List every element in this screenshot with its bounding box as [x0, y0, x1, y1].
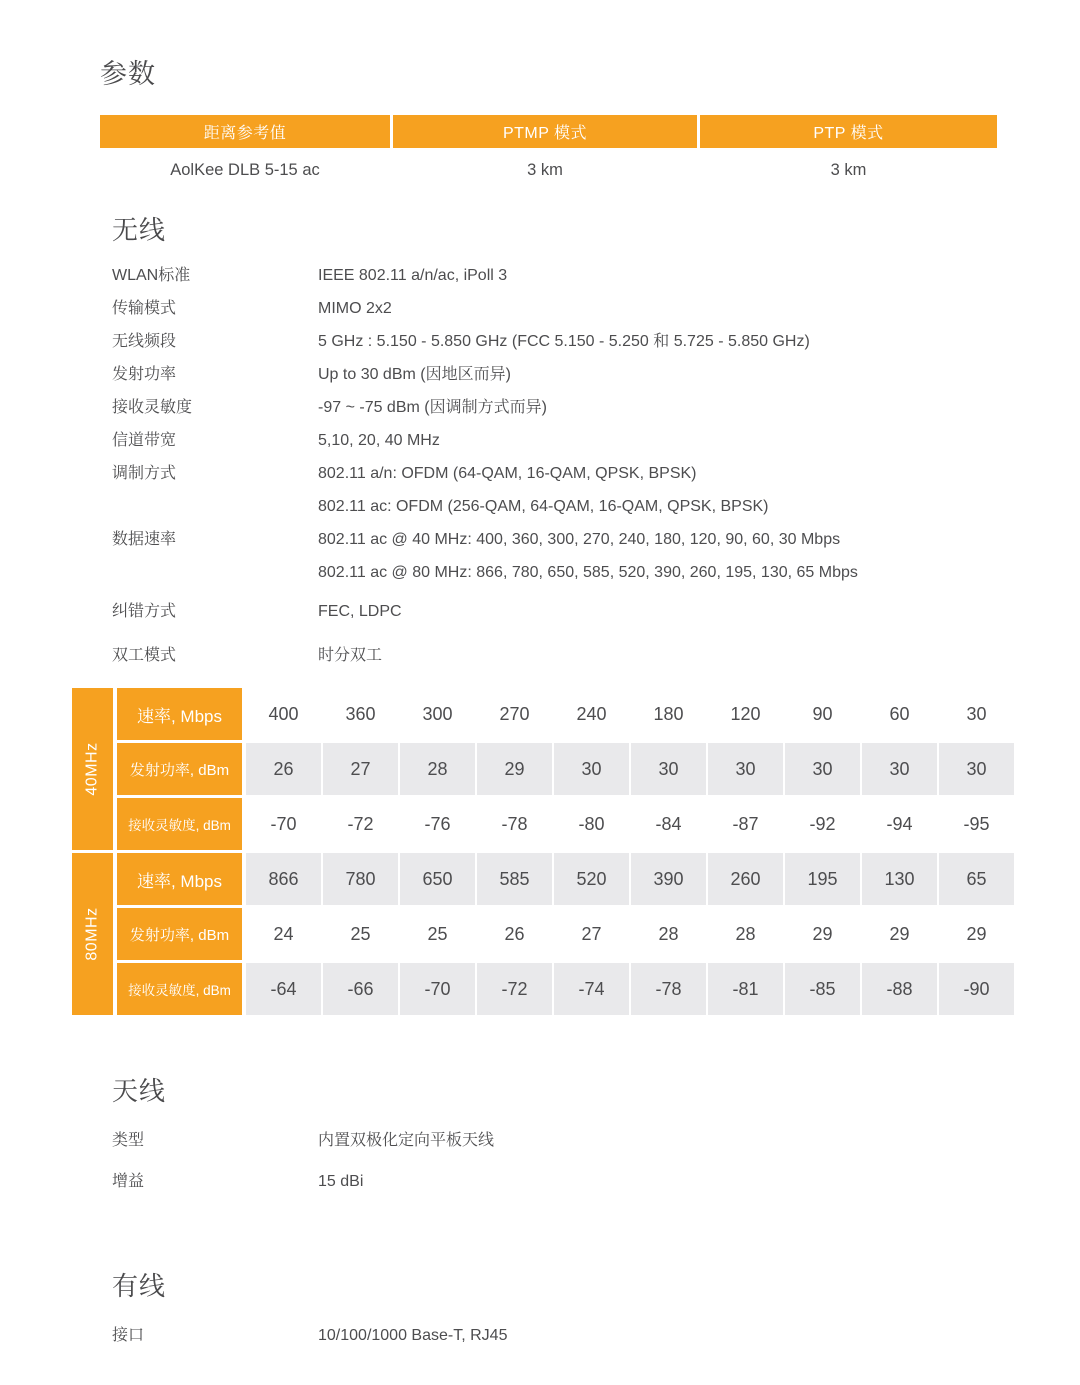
spec-label: 无线频段	[112, 333, 177, 350]
rate-cell: -78	[631, 963, 706, 1015]
band-label: 80MHz	[83, 907, 101, 961]
rate-cell: 25	[427, 923, 448, 944]
spec-value: 时分双工	[318, 647, 383, 664]
distance-header-ptmp: PTMP 模式	[393, 115, 697, 148]
rate-cell: -81	[708, 963, 783, 1015]
distance-header-ptp: PTP 模式	[700, 115, 997, 148]
spec-label: 纠错方式	[112, 603, 177, 620]
rate-cell: 30	[966, 703, 987, 724]
wired-spec-rows	[112, 1315, 1012, 1356]
spec-row	[112, 424, 1012, 457]
rate-row	[117, 853, 1014, 905]
rate-cell: 65	[939, 853, 1014, 905]
spec-value: Up to 30 dBm (因地区而异)	[318, 366, 511, 383]
rate-cell: 29	[966, 923, 987, 944]
rate-rows	[117, 853, 1014, 1015]
spec-values	[318, 523, 1012, 589]
rate-cell: 780	[323, 853, 398, 905]
spec-values	[318, 457, 1012, 523]
spec-row	[112, 639, 1012, 672]
rate-data	[246, 743, 1014, 795]
rate-group-80MHz	[72, 853, 1014, 1015]
rate-cell: 866	[246, 853, 321, 905]
rate-row	[117, 798, 1014, 850]
ptmp-distance-cell: 3 km	[527, 160, 563, 179]
rate-row	[117, 743, 1014, 795]
spec-value: -97 ~ -75 dBm (因调制方式而异)	[318, 399, 547, 416]
rate-cell: 260	[708, 853, 783, 905]
rate-cell: -66	[323, 963, 398, 1015]
rate-data	[246, 798, 1014, 850]
rate-power-sensitivity-table	[72, 688, 1014, 1015]
rate-cell: -88	[862, 963, 937, 1015]
distance-table-header-row	[100, 115, 997, 148]
rate-cell: 27	[323, 743, 398, 795]
rate-cell: -92	[809, 813, 836, 834]
spec-value: 802.11 ac @ 40 MHz: 400, 360, 300, 270, 240, 180, 120, 90, 60, 30 Mbps	[318, 531, 841, 548]
rate-cell: 30	[708, 743, 783, 795]
spec-values	[318, 325, 1012, 358]
spec-value: 内置双极化定向平板天线	[318, 1132, 495, 1149]
rate-rows	[117, 688, 1014, 850]
spec-values	[318, 424, 1012, 457]
spec-row	[112, 325, 1012, 358]
rate-row-label: 发射功率, dBm	[117, 908, 242, 960]
spec-value: 802.11 a/n: OFDM (64-QAM, 16-QAM, QPSK, BPSK)	[318, 465, 697, 482]
rate-data	[246, 688, 1014, 740]
rate-cell: 28	[735, 923, 756, 944]
spec-label: 发射功率	[112, 366, 177, 383]
rate-cell: 130	[862, 853, 937, 905]
spec-values	[318, 595, 1012, 628]
distance-table-data-row	[100, 148, 997, 192]
rate-cell: 29	[477, 743, 552, 795]
antenna-section	[100, 1071, 1012, 1202]
spec-row	[112, 523, 1012, 589]
spec-label: 类型	[112, 1132, 145, 1149]
product-name-cell: AolKee DLB 5-15 ac	[170, 160, 320, 179]
rate-row-label: 速率, Mbps	[117, 688, 242, 740]
rate-cell: 650	[400, 853, 475, 905]
wired-section-title: 有线	[112, 1271, 167, 1301]
spec-values	[318, 1161, 1012, 1202]
rate-cell: 400	[268, 703, 299, 724]
spec-label: 双工模式	[112, 647, 177, 664]
spec-value: 802.11 ac: OFDM (256-QAM, 64-QAM, 16-QAM, QPSK, BPSK)	[318, 498, 769, 515]
rate-cell: 360	[345, 703, 376, 724]
spec-row	[112, 391, 1012, 424]
antenna-section-title: 天线	[112, 1076, 167, 1106]
rate-row	[117, 963, 1014, 1015]
band-label: 40MHz	[83, 742, 101, 796]
spec-value: 802.11 ac @ 80 MHz: 866, 780, 650, 585, 520, 390, 260, 195, 130, 65 Mbps	[318, 564, 858, 581]
rate-cell: -72	[477, 963, 552, 1015]
spec-values	[318, 358, 1012, 391]
rate-data	[246, 963, 1014, 1015]
spec-label: 数据速率	[112, 531, 177, 548]
rate-cell: 180	[653, 703, 684, 724]
wired-section	[100, 1266, 1012, 1356]
antenna-spec-rows	[112, 1120, 1012, 1202]
rate-cell: 26	[246, 743, 321, 795]
spec-row	[112, 1120, 1012, 1161]
rate-row	[117, 908, 1014, 960]
spec-row	[112, 1161, 1012, 1202]
rate-row-label: 速率, Mbps	[117, 853, 242, 905]
rate-cell: 24	[273, 923, 294, 944]
spec-label: 接口	[112, 1327, 145, 1344]
spec-label: 增益	[112, 1173, 145, 1190]
spec-value: MIMO 2x2	[318, 300, 392, 317]
rate-cell: -85	[785, 963, 860, 1015]
rate-row-label: 接收灵敏度, dBm	[117, 963, 242, 1015]
rate-cell: 29	[889, 923, 910, 944]
rate-cell: -74	[554, 963, 629, 1015]
rate-cell: 60	[889, 703, 910, 724]
spec-value: 5 GHz : 5.150 - 5.850 GHz (FCC 5.150 - 5.250 和 5.725 - 5.850 GHz)	[318, 333, 810, 350]
spec-label: 调制方式	[112, 465, 177, 482]
spec-value: IEEE 802.11 a/n/ac, iPoll 3	[318, 267, 508, 284]
rate-cell: -80	[578, 813, 605, 834]
rate-group-40MHz	[72, 688, 1014, 850]
spec-values	[318, 639, 1012, 672]
spec-values	[318, 292, 1012, 325]
rate-cell: -95	[963, 813, 990, 834]
ptp-distance-cell: 3 km	[830, 160, 867, 179]
rate-cell: -64	[246, 963, 321, 1015]
rate-cell: -84	[655, 813, 682, 834]
spec-label: 接收灵敏度	[112, 399, 193, 416]
rate-data	[246, 908, 1014, 960]
spec-value: 10/100/1000 Base-T, RJ45	[318, 1327, 508, 1344]
rate-row-label: 接收灵敏度, dBm	[117, 798, 242, 850]
rate-cell: -90	[939, 963, 1014, 1015]
rate-cell: 520	[554, 853, 629, 905]
rate-row-label: 发射功率, dBm	[117, 743, 242, 795]
rate-cell: -70	[270, 813, 297, 834]
wireless-section-title: 无线	[112, 215, 167, 245]
rate-cell: -78	[501, 813, 528, 834]
spec-values	[318, 1315, 1012, 1356]
rate-cell: 240	[576, 703, 607, 724]
spec-value: FEC, LDPC	[318, 603, 402, 620]
rate-cell: 300	[422, 703, 453, 724]
rate-cell: -76	[424, 813, 451, 834]
wireless-spec-rows	[112, 259, 1012, 672]
spec-row	[112, 259, 1012, 292]
rate-cell: 29	[812, 923, 833, 944]
spec-label: WLAN标准	[112, 267, 191, 284]
rate-cell: 195	[785, 853, 860, 905]
spec-row	[112, 595, 1012, 628]
band-bar	[72, 688, 113, 850]
spec-values	[318, 1120, 1012, 1161]
rate-cell: 30	[939, 743, 1014, 795]
rate-cell: 30	[785, 743, 860, 795]
spec-label: 传输模式	[112, 300, 177, 317]
distance-header-reference: 距离参考值	[100, 115, 390, 148]
rate-data	[246, 853, 1014, 905]
rate-cell: 28	[400, 743, 475, 795]
rate-cell: -72	[347, 813, 374, 834]
rate-cell: -87	[732, 813, 759, 834]
spec-label: 信道带宽	[112, 432, 177, 449]
distance-reference-table	[100, 115, 997, 192]
spec-row	[112, 292, 1012, 325]
rate-cell: 120	[730, 703, 761, 724]
rate-cell: -94	[886, 813, 913, 834]
rate-cell: 28	[658, 923, 679, 944]
spec-values	[318, 259, 1012, 292]
rate-cell: -70	[400, 963, 475, 1015]
rate-cell: 30	[862, 743, 937, 795]
spec-value: 15 dBi	[318, 1173, 364, 1190]
rate-cell: 270	[499, 703, 530, 724]
spec-row	[112, 358, 1012, 391]
spec-value: 5,10, 20, 40 MHz	[318, 432, 440, 449]
wireless-section	[100, 210, 1012, 672]
rate-row	[117, 688, 1014, 740]
spec-values	[318, 391, 1012, 424]
band-bar	[72, 853, 113, 1015]
rate-cell: 585	[477, 853, 552, 905]
rate-cell: 30	[554, 743, 629, 795]
spec-row	[112, 457, 1012, 523]
rate-cell: 30	[631, 743, 706, 795]
spec-row	[112, 1315, 1012, 1356]
rate-cell: 25	[350, 923, 371, 944]
page-title: 参数	[100, 59, 156, 89]
rate-cell: 90	[812, 703, 833, 724]
rate-cell: 27	[581, 923, 602, 944]
rate-cell: 26	[504, 923, 525, 944]
rate-cell: 390	[631, 853, 706, 905]
